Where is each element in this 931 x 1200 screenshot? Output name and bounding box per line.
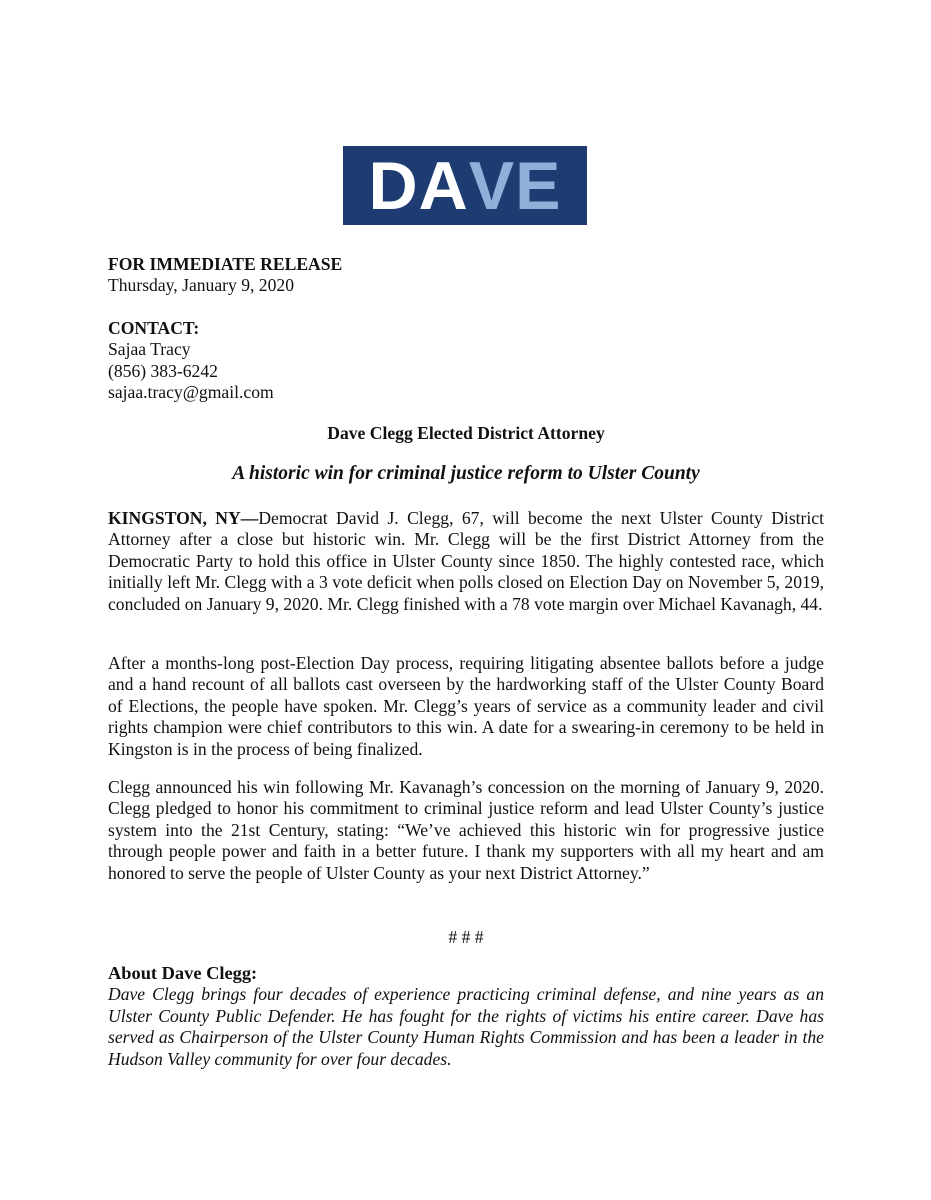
- release-label: FOR IMMEDIATE RELEASE: [108, 254, 343, 274]
- dave-logo: [343, 146, 587, 225]
- logo-text-da: DA: [368, 147, 469, 224]
- about-text: Dave Clegg brings four decades of experience practicing criminal defense, and nine years as an Ulster County Public Defender. He has fought for the rights of victims his entire career. Dave has served as Chairperson of the Ulster County Human Rights Commission and has been a leader in the Hudson Valley community for over four decades.: [108, 984, 824, 1069]
- dateline: KINGSTON, NY—: [108, 508, 259, 528]
- contact-email: sajaa.tracy@gmail.com: [108, 382, 274, 403]
- contact-phone: (856) 383-6242: [108, 360, 218, 381]
- paragraph-1-text: Democrat David J. Clegg, 67, will become the next Ulster County District Attorney after a close but historic win. Mr. Clegg will be the first District Attorney from the Democratic Party to hold this office in Ulster County since 1850. The highly contested race, which initially left Mr. Clegg with a 3 vote deficit when polls closed on Election Day on November 5, 2019, concluded on January 9, 2020. Mr. Clegg finished with a 78 vote margin over Michael Kavanagh, 44.: [108, 508, 824, 614]
- release-block: [108, 254, 824, 297]
- paragraph-3: Clegg announced his win following Mr. Kavanagh’s concession on the morning of January 9, 2020. Clegg pledged to honor his commitment to criminal justice reform and lead Ulster County’s justice system into the 21st Century, stating: “We’ve achieved this historic win for progressive justice through people power and faith in a better future. I thank my supporters with all my heart and am honored to serve the people of Ulster County as your next District Attorney.”: [108, 777, 824, 883]
- logo-text-ve: VE: [468, 147, 562, 224]
- contact-name: Sajaa Tracy: [108, 339, 191, 360]
- release-date: Thursday, January 9, 2020: [108, 275, 294, 296]
- contact-label: CONTACT:: [108, 318, 200, 338]
- about-section: [108, 963, 824, 1070]
- paragraph-2: After a months-long post-Election Day process, requiring litigating absentee ballots before a judge and a hand recount of all ballots cast overseen by the hardworking staff of the Ulster County Board of Elections, the people have spoken. Mr. Clegg’s years of service as a community leader and civil rights champion were chief contributors to this win. A date for a swearing-in ceremony to be held in Kingston is in the process of being finalized.: [108, 653, 824, 759]
- headline: Dave Clegg Elected District Attorney: [327, 423, 605, 443]
- subheadline: A historic win for criminal justice reform to Ulster County: [232, 463, 700, 484]
- about-title: About Dave Clegg:: [108, 963, 258, 983]
- paragraph-1: [108, 508, 824, 615]
- end-marks: # # #: [448, 927, 484, 947]
- contact-block: [108, 318, 824, 404]
